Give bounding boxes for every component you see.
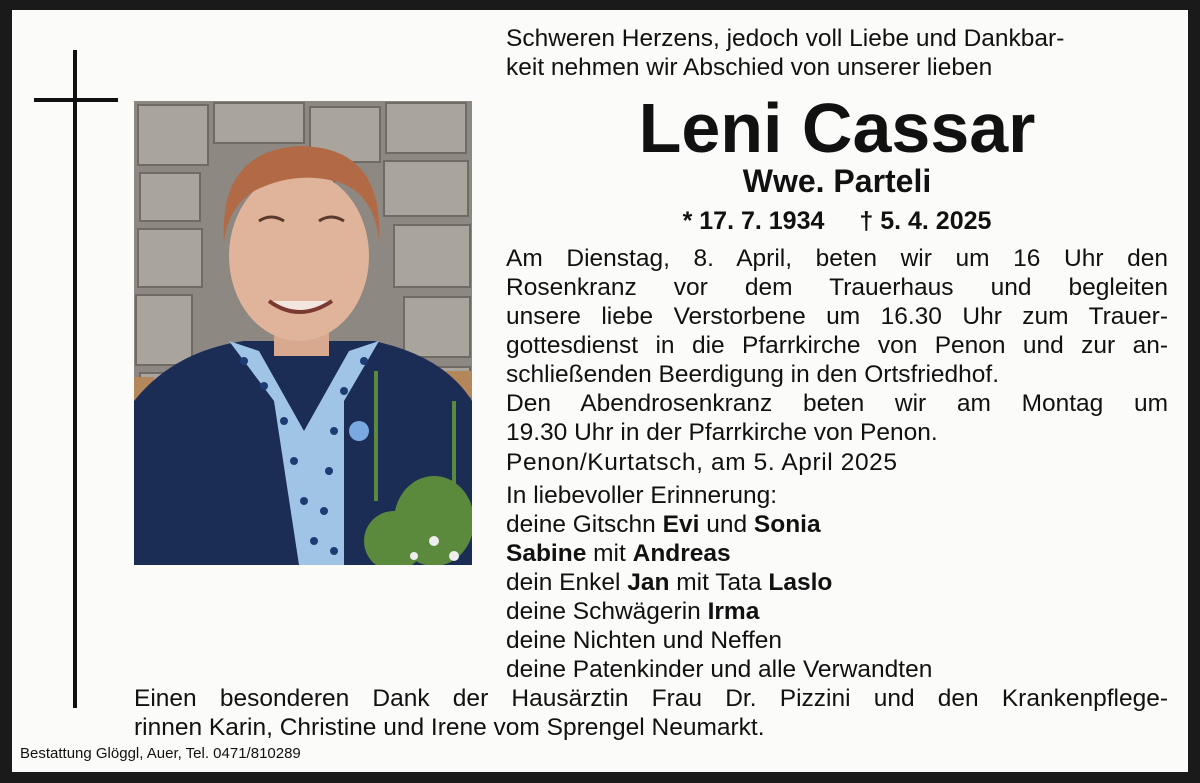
death-date: † 5. 4. 2025 xyxy=(859,207,992,235)
mourner-line: Sabine mit Andreas xyxy=(506,540,731,567)
announcement-line: schließenden Beerdigung in den Ortsfriedhof. xyxy=(506,361,1000,388)
place: Penon/Kurtatsch, xyxy=(506,449,704,476)
funeral-home-credit: Bestattung Glöggl, Auer, Tel. 0471/810289 xyxy=(20,745,301,762)
mourners-list xyxy=(506,481,932,684)
portrait-photo xyxy=(134,101,472,565)
evening-line: Den Abendrosenkranz beten wir am Montag um xyxy=(506,390,1168,417)
intro-line: keit nehmen wir Abschied von unserer lieben xyxy=(506,54,993,81)
thanks-text xyxy=(134,684,1168,742)
mourner-line: dein Enkel Jan mit Tata Laslo xyxy=(506,569,833,596)
announcement-line: Rosenkranz vor dem Trauerhaus und begleiten xyxy=(506,274,1168,301)
evening-line: 19.30 Uhr in der Pfarrkirche von Penon. xyxy=(506,419,938,446)
thanks-line: rinnen Karin, Christine und Irene vom Sprengel Neumarkt. xyxy=(134,714,765,741)
obituary-card xyxy=(12,10,1188,772)
service-announcement xyxy=(506,244,1168,447)
announcement-line: unsere liebe Verstorbene um 16.30 Uhr zum Trauer- xyxy=(506,303,1168,330)
mourner-line: deine Nichten und Neffen xyxy=(506,627,783,654)
cross-symbol-vertical xyxy=(73,50,77,708)
widow-name: Wwe. Parteli xyxy=(742,163,932,199)
mourner-line: deine Gitschn Evi und Sonia xyxy=(506,511,821,538)
mourners-heading: In liebevoller Erinnerung: xyxy=(506,482,778,509)
announcement-line: Am Dienstag, 8. April, beten wir um 16 Uhr den xyxy=(506,245,1168,272)
intro-line: Schweren Herzens, jedoch voll Liebe und Dankbar- xyxy=(506,25,1065,52)
announcement-line: gottesdienst in die Pfarrkirche von Penon und zur an- xyxy=(506,332,1168,359)
life-dates xyxy=(506,206,1168,236)
cross-symbol-horizontal xyxy=(34,98,118,102)
intro-text xyxy=(506,24,1168,82)
thanks-line: Einen besonderen Dank der Hausärztin Frau Dr. Pizzini und den Krankenpflege- xyxy=(134,685,1168,712)
birth-date: * 17. 7. 1934 xyxy=(682,207,825,235)
mourner-line: deine Patenkinder und alle Verwandten xyxy=(506,656,933,683)
date: am 5. April 2025 xyxy=(710,449,898,476)
place-and-date xyxy=(506,448,898,477)
mourner-line: deine Schwägerin Irma xyxy=(506,598,760,625)
deceased-name: Leni Cassar xyxy=(638,89,1036,167)
